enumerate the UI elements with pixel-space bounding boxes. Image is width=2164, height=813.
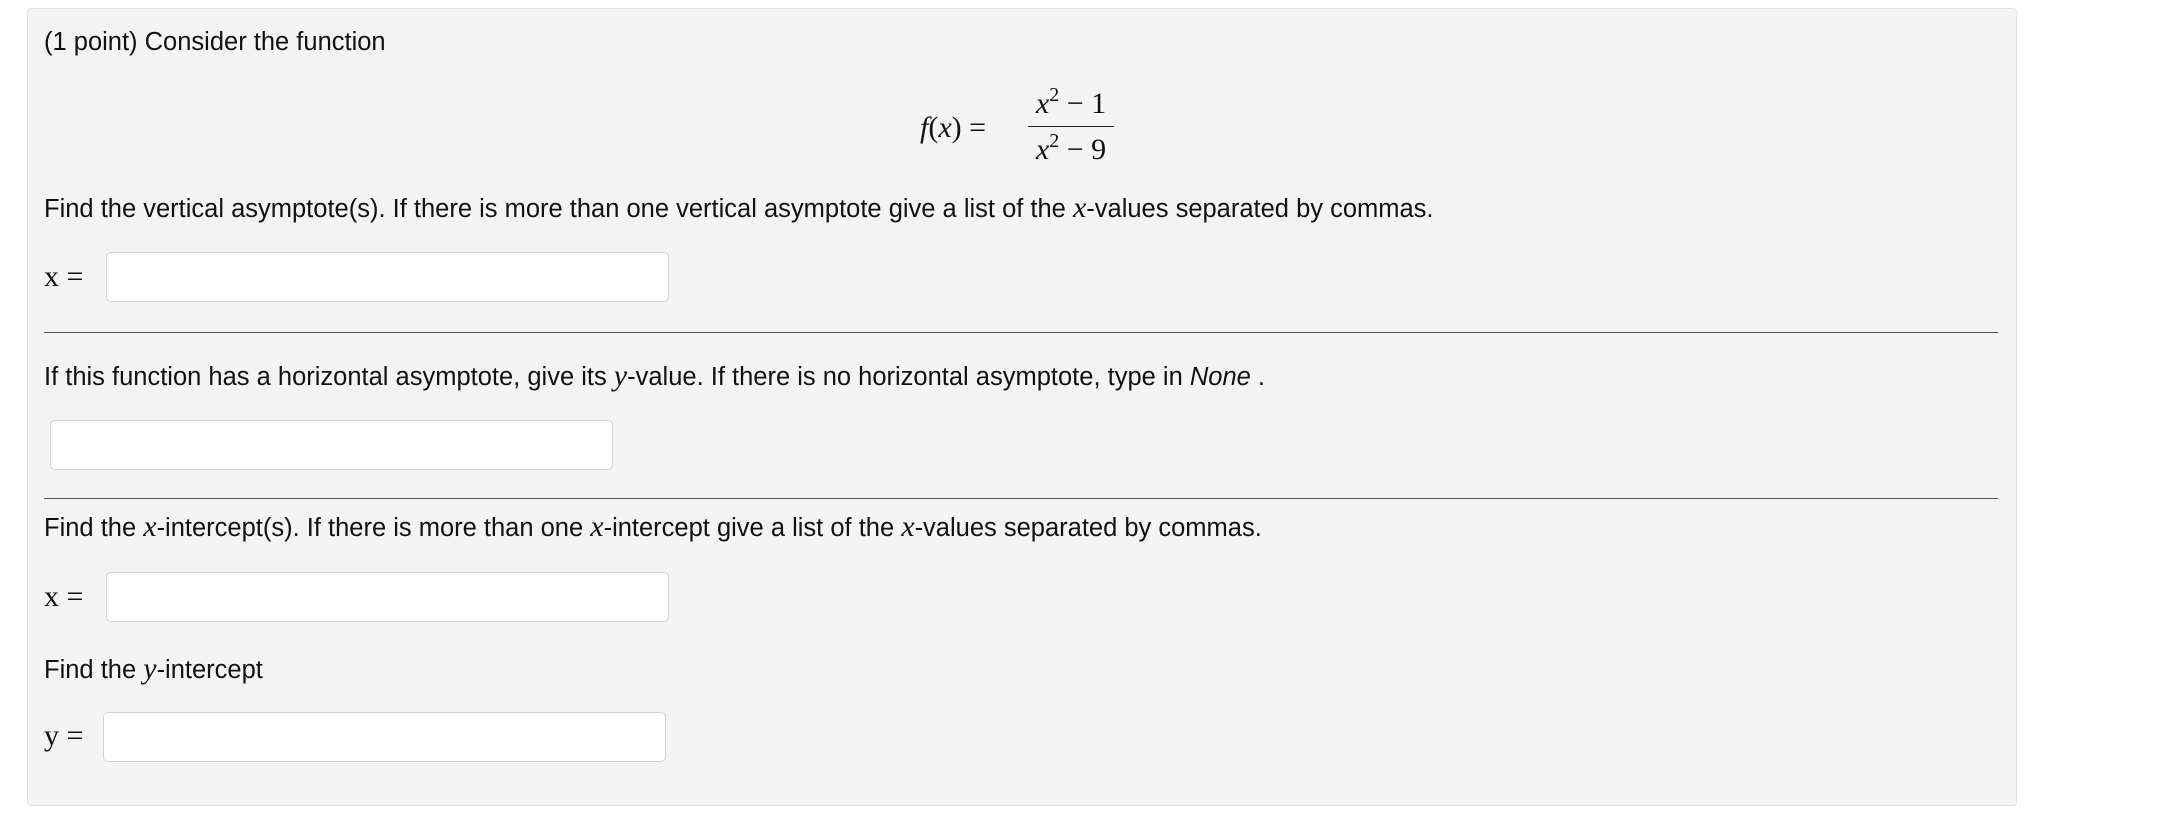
question-horizontal-asymptote: If this function has a horizontal asymptote, give its y-value. If there is no horizontal asymptote, type in None . [44, 359, 1265, 392]
y-label: y = [44, 719, 84, 752]
y-intercept-input[interactable] [103, 712, 666, 762]
section-divider [44, 332, 1998, 333]
problem-intro: (1 point) Consider the function [44, 28, 386, 56]
problem-panel [27, 8, 2017, 806]
question-y-intercept: Find the y-intercept [44, 652, 263, 685]
formula-numerator: $x^2 - 1$ [1035, 84, 1107, 120]
fraction-bar [1028, 126, 1114, 127]
x-intercept-input[interactable] [106, 572, 669, 622]
x-label: x = [44, 580, 84, 613]
section-divider [44, 498, 1998, 499]
formula-lhs: f(x) = [920, 111, 987, 144]
vertical-asymptote-input[interactable] [106, 252, 669, 302]
x-label: x = [44, 260, 84, 293]
question-vertical-asymptote: Find the vertical asymptote(s). If there is more than one vertical asymptote give a list of the x-values separated by commas. [44, 191, 1434, 224]
formula-denominator: $x^2 - 9$ [1035, 130, 1107, 166]
question-x-intercept: Find the x-intercept(s). If there is more than one x-intercept give a list of the x-values separated by commas. [44, 510, 1262, 543]
horizontal-asymptote-input[interactable] [50, 420, 613, 470]
